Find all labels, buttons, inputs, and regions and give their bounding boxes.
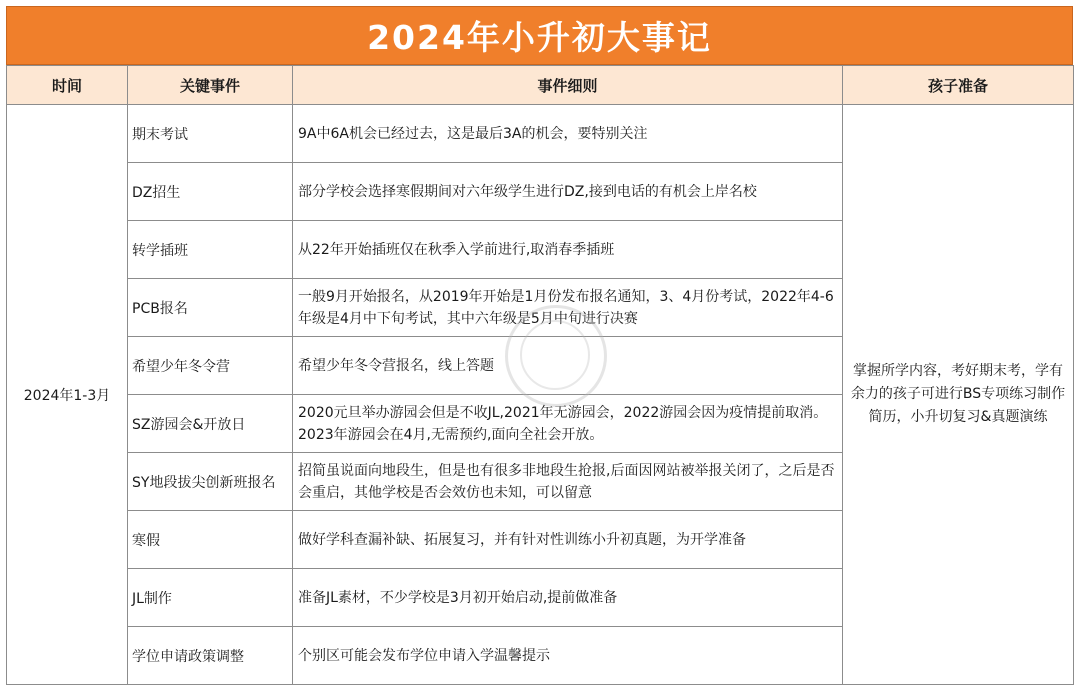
event-cell: JL制作 bbox=[128, 569, 293, 627]
detail-cell: 招简虽说面向地段生，但是也有很多非地段生抢报,后面因网站被举报关闭了，之后是否会重启，其他学校是否会效仿也未知，可以留意 bbox=[293, 453, 843, 511]
detail-cell: 从22年开始插班仅在秋季入学前进行,取消春季插班 bbox=[293, 221, 843, 279]
detail-cell: 个别区可能会发布学位申请入学温馨提示 bbox=[293, 627, 843, 685]
header-prep: 孩子准备 bbox=[843, 66, 1074, 105]
event-cell: PCB报名 bbox=[128, 279, 293, 337]
header-detail: 事件细则 bbox=[293, 66, 843, 105]
detail-cell: 9A中6A机会已经过去，这是最后3A的机会，要特别关注 bbox=[293, 105, 843, 163]
event-cell: 转学插班 bbox=[128, 221, 293, 279]
page-title: 2024年小升初大事记 bbox=[367, 18, 712, 57]
table-row bbox=[7, 105, 1074, 163]
header-time: 时间 bbox=[7, 66, 128, 105]
detail-cell: 希望少年冬令营报名，线上答题 bbox=[293, 337, 843, 395]
title-banner bbox=[6, 6, 1073, 65]
event-cell: 学位申请政策调整 bbox=[128, 627, 293, 685]
header-event: 关键事件 bbox=[128, 66, 293, 105]
event-cell: SZ游园会&开放日 bbox=[128, 395, 293, 453]
header-row bbox=[7, 66, 1074, 105]
detail-cell: 做好学科查漏补缺、拓展复习，并有针对性训练小升初真题，为开学准备 bbox=[293, 511, 843, 569]
events-table bbox=[6, 65, 1074, 685]
detail-cell: 一般9月开始报名，从2019年开始是1月份发布报名通知，3、4月份考试，2022年4-6年级是4月中下旬考试，其中六年级是5月中旬进行决赛 bbox=[293, 279, 843, 337]
detail-cell: 部分学校会选择寒假期间对六年级学生进行DZ,接到电话的有机会上岸名校 bbox=[293, 163, 843, 221]
event-cell: 寒假 bbox=[128, 511, 293, 569]
period-cell: 2024年1-3月 bbox=[7, 105, 128, 685]
event-cell: DZ招生 bbox=[128, 163, 293, 221]
preparation-cell: 掌握所学内容，考好期末考，学有余力的孩子可进行BS专项练习制作简历，小升切复习&真题演练 bbox=[843, 105, 1074, 685]
event-cell: 期末考试 bbox=[128, 105, 293, 163]
detail-cell: 2020元旦举办游园会但是不收JL,2021年无游园会，2022游园会因为疫情提前取消。2023年游园会在4月,无需预约,面向全社会开放。 bbox=[293, 395, 843, 453]
event-cell: 希望少年冬令营 bbox=[128, 337, 293, 395]
detail-cell: 准备JL素材，不少学校是3月初开始启动,提前做准备 bbox=[293, 569, 843, 627]
event-cell: SY地段拔尖创新班报名 bbox=[128, 453, 293, 511]
